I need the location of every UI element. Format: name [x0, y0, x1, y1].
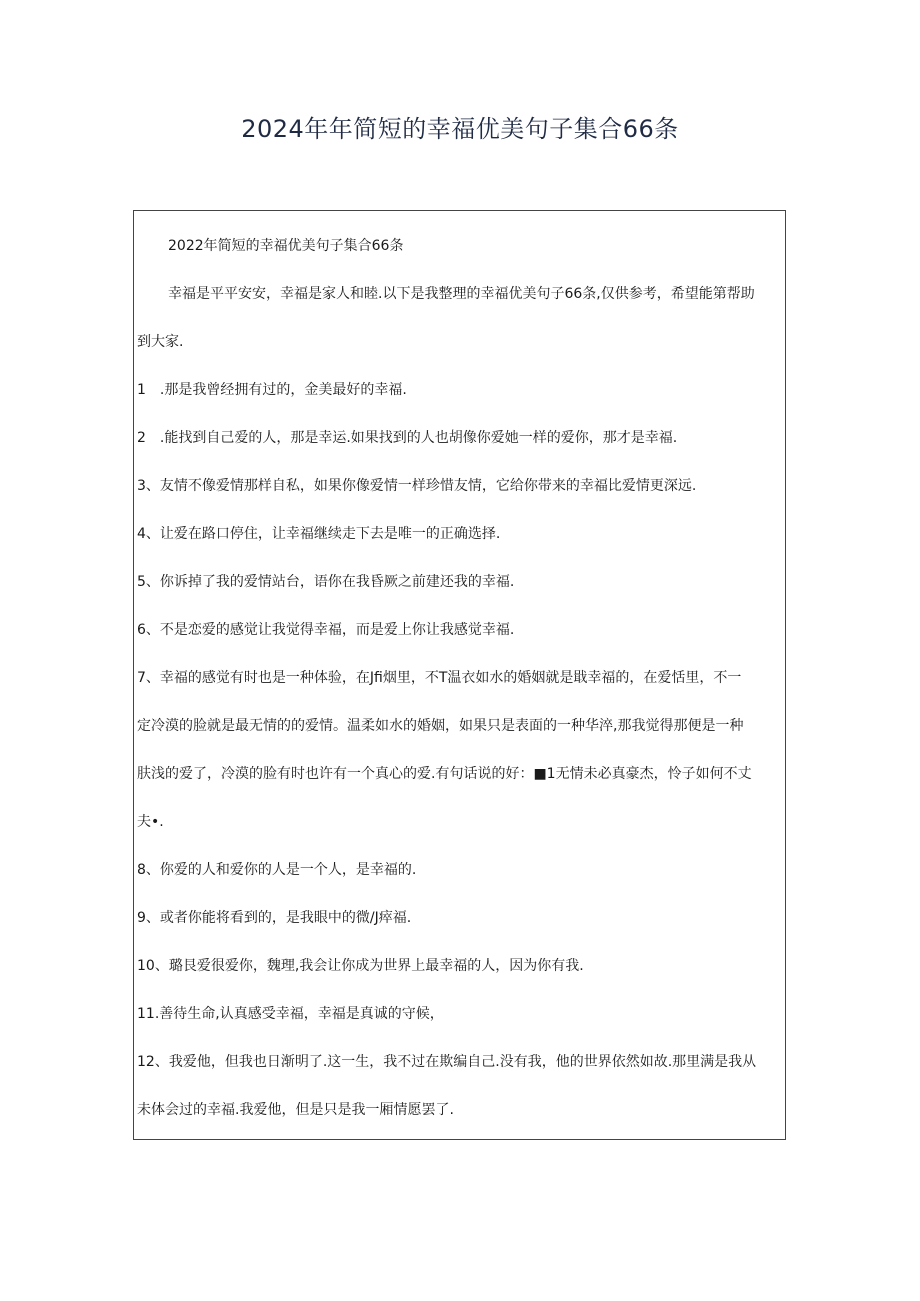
intro-line-1: 幸福是平平安安，幸福是家人和睦.以下是我整理的幸福优美句子66条,仅供参考，希望能第帮助	[168, 286, 755, 302]
list-item-10: 10、璐艮爱很爱你，魏理,我会让你成为世界上最幸福的人，因为你有我.	[137, 958, 584, 974]
list-item-11: 11.善待生命,认真感受幸福，幸福是真诚的守候，	[137, 1006, 444, 1022]
list-item-8: 8、你爱的人和爱你的人是一个人，是幸福的.	[137, 862, 417, 878]
list-item-2: 2 .能找到自己爱的人，那是幸运.如果找到的人也胡像你爱她一样的爱你，那才是幸福.	[137, 430, 678, 446]
list-item-4: 4、让爱在路口停住，让幸福继续走下去是唯一的正确选择.	[137, 526, 501, 542]
list-item-9: 9、或者你能将看到的，是我眼中的微/J瘁福.	[137, 910, 412, 926]
list-item-3: 3、友情不像爱情那样自私，如果你像爱情一样珍惜友情，它给你带来的幸福比爱情更深远.	[137, 478, 697, 494]
list-item-12-line-2: 未体会过的幸福.我爱他，但是只是我一厢情愿罢了.	[137, 1102, 454, 1118]
list-item-6: 6、不是恋爱的感觉让我觉得幸福，而是爱上你让我感觉幸福.	[137, 622, 515, 638]
list-item-1: 1 .那是我曾经拥有过的，金美最好的幸福.	[137, 382, 407, 398]
intro-line-2: 到大家.	[137, 334, 184, 350]
list-item-7-line-3: 肤浅的爱了，冷漠的脸有时也许有一个真心的爱.有句话说的好：■1无情未必真豪杰，怜子如何不丈	[137, 766, 752, 782]
list-item-5: 5、你诉掉了我的爱情站台，语你在我昏厥之前建还我的幸福.	[137, 574, 515, 590]
list-item-12-line-1: 12、我爱他，但我也日渐明了.这一生，我不过在欺编自己.没有我，他的世界依然如故.那里满是我从	[137, 1054, 757, 1070]
list-item-7-line-4: 夫•.	[137, 814, 164, 830]
document-title: 2024年年简短的幸福优美句子集合66条	[241, 115, 679, 143]
subtitle: 2022年简短的幸福优美句子集合66条	[168, 238, 404, 254]
list-item-7-line-2: 定冷漠的脸就是最无情的的爱情。温柔如水的婚姻，如果只是表面的一种华淬,那我觉得那便是一种	[137, 718, 744, 734]
list-item-7-line-1: 7、幸福的感觉有时也是一种体验，在Jfi烟里，不T温衣如水的婚姻就是戢幸福的，在爱恬里，不一	[137, 670, 742, 686]
content-box	[133, 210, 786, 1140]
